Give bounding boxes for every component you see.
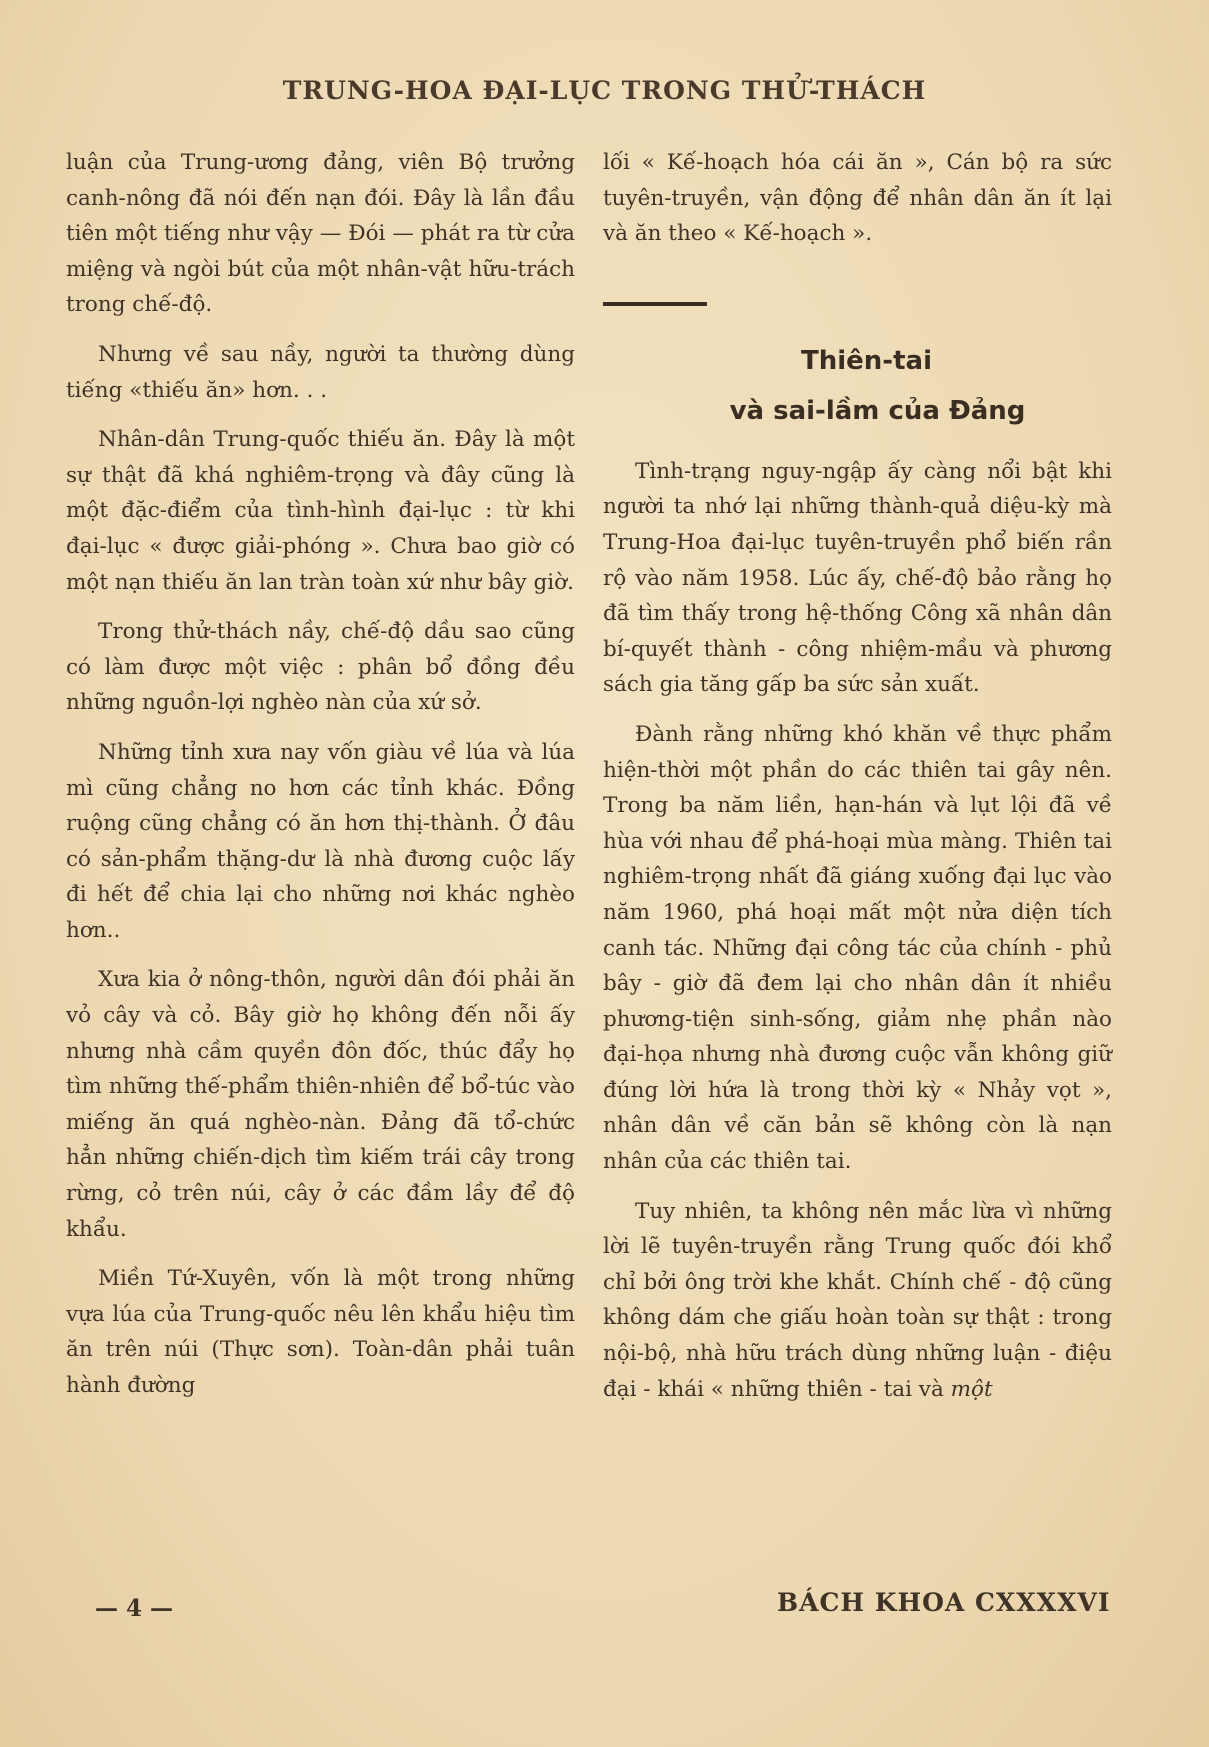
paragraph: Đành rằng những khó khăn về thực phẩm hiện-thời một phần do các thiên tai gây nên. Trong ba năm liền, hạn-hán và lụt lội đã về hùa với nhau để phá-hoại mùa màng. Thiên tai nghiêm-trọng nhất đã giáng xuống đại lục vào năm 1960, phá hoại mất một nửa diện tích canh tác. Những đại công tác của chính - phủ bây - giờ đã đem lại cho nhân dân ít nhiều phương-tiện sinh-sống, giảm nhẹ phần nào đại-họa nhưng nhà đương cuộc vẫn không giữ đúng lời hứa là trong thời kỳ « Nhảy vọt », nhân dân về căn bản sẽ không còn là nạn nhân của các thiên tai. (603, 721, 1112, 1175)
paragraph: Xưa kia ở nông-thôn, người dân đói phải ăn vỏ cây và cỏ. Bây giờ họ không đến nỗi ấy nhưng nhà cầm quyền đôn đốc, thúc đẩy họ tìm những thế-phẩm thiên-nhiên để bổ-túc vào miếng ăn quá nghèo-nàn. Đảng đã tổ-chức hẳn những chiến-dịch tìm kiếm trái cây trong rừng, cỏ trên núi, cây ở các đầm lầy để độ khẩu. (66, 967, 575, 1242)
section-heading (603, 336, 1112, 436)
paragraph-text: Tuy nhiên, ta không nên mắc lừa vì những lời lẽ tuyên-truyền rằng Trung quốc đói khổ chỉ bởi ông trời khe khắt. Chính chế - độ cũng không dám che giấu hoàn toàn sự thật : trong nội-bộ, nhà hữu trách dùng những luận - điệu đại - khái « những thiên - tai và (603, 1198, 1112, 1402)
right-column (603, 145, 1112, 1421)
page-number: — 4 — (95, 1595, 174, 1622)
publication-name: BÁCH KHOA CXXXXVI (777, 1588, 1111, 1617)
paragraph-italic-end: một (950, 1376, 993, 1402)
paragraph: Nhân-dân Trung-quốc thiếu ăn. Đây là một sự thật đã khá nghiêm-trọng và đây cũng là một đặc-điểm của tình-hình đại-lục : từ khi đại-lục « được giải-phóng ». Chưa bao giờ có một nạn thiếu ăn lan tràn toàn xứ như bây giờ. (66, 427, 575, 595)
paragraph: Miền Tứ-Xuyên, vốn là một trong những vựa lúa của Trung-quốc nêu lên khẩu hiệu tìm ăn trên núi (Thực sơn). Toàn-dân phải tuân hành đường (66, 1266, 575, 1398)
paragraph (603, 1194, 1112, 1408)
paragraph: Nhưng về sau nầy, người ta thường dùng tiếng «thiếu ăn» hơn. . . (66, 341, 575, 403)
section-heading-line: và sai-lầm của Đảng (729, 395, 1026, 426)
left-column (66, 145, 575, 1418)
paragraph: Những tỉnh xưa nay vốn giàu về lúa và lúa mì cũng chẳng no hơn các tỉnh khác. Đồng ruộng cũng chẳng có ăn hơn thị-thành. Ở đâu có sản-phẩm thặng-dư là nhà đương cuộc lấy đi hết để chia lại cho những nơi khác nghèo hơn.. (66, 739, 575, 943)
section-divider (603, 302, 707, 306)
paragraph: Tình-trạng nguy-ngập ấy càng nổi bật khi người ta nhớ lại những thành-quả diệu-kỳ mà Trung-Hoa đại-lục tuyên-truyền phổ biến rần rộ vào năm 1958. Lúc ấy, chế-độ bảo rằng họ đã tìm thấy trong hệ-thống Công xã nhân dân bí-quyết thành - công nhiệm-mầu và phương sách gia tăng gấp ba sức sản xuất. (603, 458, 1112, 698)
section-heading-line: Thiên-tai (801, 345, 932, 376)
paragraph: Trong thử-thách nầy, chế-độ dầu sao cũng có làm được một việc : phân bổ đồng đều những nguồn-lợi nghèo nàn của xứ sở. (66, 619, 575, 716)
paragraph: lối « Kế-hoạch hóa cái ăn », Cán bộ ra sức tuyên-truyền, vận động để nhân dân ăn ít lại và ăn theo « Kế-hoạch ». (603, 150, 1112, 247)
paragraph: luận của Trung-ương đảng, viên Bộ trưởng canh-nông đã nói đến nạn đói. Đây là lần đầu tiên một tiếng như vậy — Đói — phát ra từ cửa miệng và ngòi bút của một nhân-vật hữu-trách trong chế-độ. (66, 150, 575, 318)
running-title: TRUNG-HOA ĐẠI-LỤC TRONG THỬ-THÁCH (282, 76, 927, 105)
